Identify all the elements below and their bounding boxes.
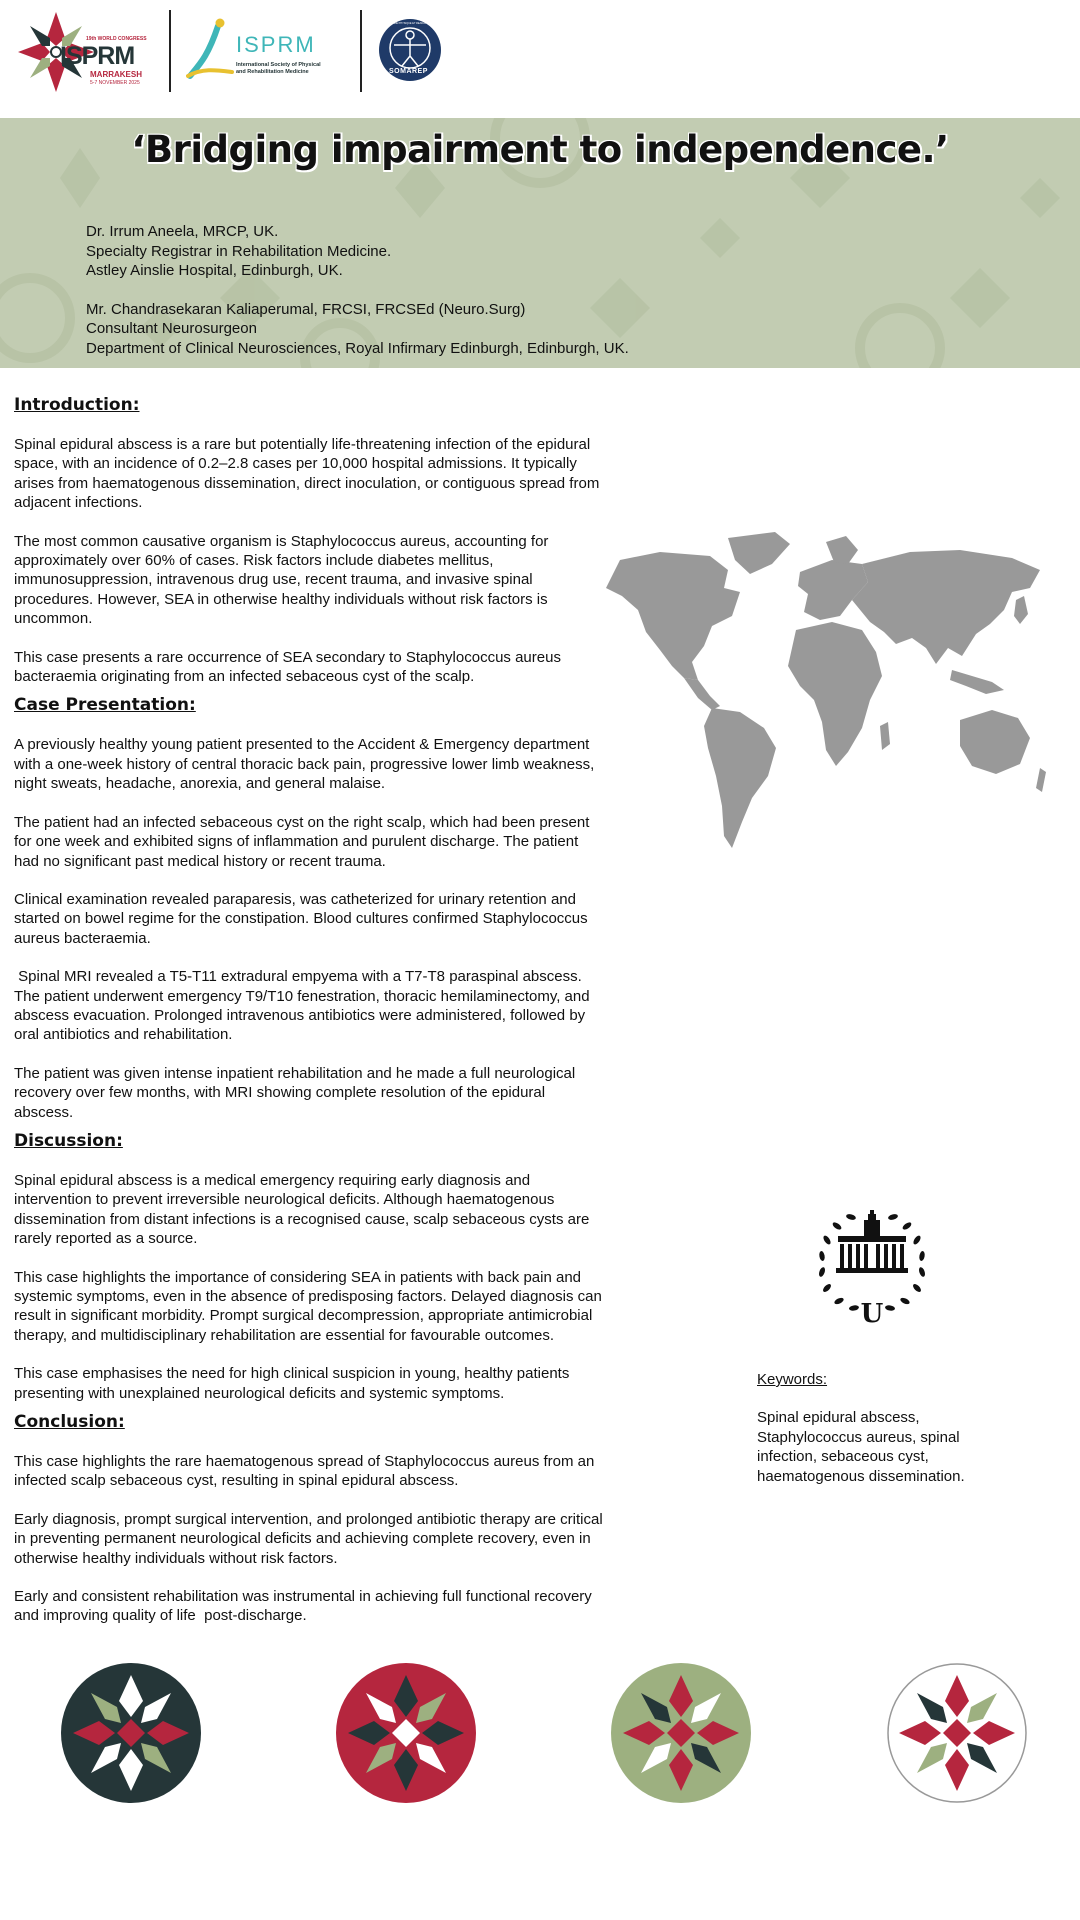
isprm-brand: ISPRM xyxy=(236,32,316,57)
section-heading-introduction: Introduction: xyxy=(14,395,140,415)
logo-divider xyxy=(169,10,171,92)
paragraph: Spinal MRI revealed a T5-T11 extradural empyema with a T7-T8 paraspinal abscess. The patient underwent emergency T9/T10 fenestration, thoracic hemilaminectomy, and abscess evacuation. Prolonged intravenous antibiotics were administered, followed by oral antibiotics and rehabilitation. xyxy=(14,968,594,1044)
congress-brand: ISPRM xyxy=(60,42,135,70)
paragraph: Early and consistent rehabilitation was instrumental in achieving full functional recovery and improving quality of life post-discharge. xyxy=(14,1588,596,1625)
paragraph: Clinical examination revealed paraparesis, was catheterized for urinary retention and started on bowel regime for the constipation. Blood cultures confirmed Staphylococcus aureus bacteraemia. xyxy=(14,890,588,947)
section-heading-case-presentation: Case Presentation: xyxy=(14,695,196,716)
medallion-icon xyxy=(60,1662,202,1804)
section-heading-conclusion: Conclusion: xyxy=(14,1412,125,1433)
paragraph: This case presents a rare occurrence of SEA secondary to Staphylococcus aureus bacteraemia originating from an infected sebaceous cyst of the scalp. xyxy=(14,648,561,686)
isprm-line2: and Rehabilitation Medicine xyxy=(236,69,309,75)
keywords-heading: Keywords: xyxy=(757,1371,828,1388)
paragraph: The patient was given intense inpatient rehabilitation and he made a full neurological recovery over few months, with MRI showing complete resolution of the epidural abscess. xyxy=(14,1064,576,1121)
author-1-affiliation: Astley Ainslie Hospital, Edinburgh, UK. xyxy=(86,262,343,279)
congress-dates: 5-7 NOVEMBER 2025 xyxy=(90,80,140,86)
keywords-block xyxy=(757,1370,1007,1486)
paragraph: This case highlights the importance of considering SEA in patients with back pain and systemic symptoms, even in the absence of predisposing factors. Delayed diagnosis can result in significant morbidity. Prompt surgical decompression, appropriate antimicrobial therapy, and multidisciplinary rehabilitation are essential for favourable outcomes. xyxy=(14,1268,602,1344)
author-2-role: Consultant Neurosurgeon xyxy=(86,320,257,337)
somarep-brand: SOMAREP xyxy=(389,68,428,75)
isprm-swoosh-icon xyxy=(186,18,236,80)
congress-edition: 19th WORLD CONGRESS xyxy=(86,36,147,42)
keywords-text: Spinal epidural abscess, Staphylococcus aureus, spinal infection, sebaceous cyst, haematogenous dissemination. xyxy=(757,1409,965,1485)
world-map-icon xyxy=(600,530,1050,905)
author-1-name: Dr. Irrum Aneela, MRCP, UK. xyxy=(86,223,279,240)
section-heading-discussion: Discussion: xyxy=(14,1130,123,1151)
medallion-icon xyxy=(886,1662,1028,1804)
paragraph: Spinal epidural abscess is a medical emergency requiring early diagnosis and intervention to prevent irreversible neurological deficits. Although haematogenous dissemination from distant infections is a recognised cause, scalp sebaceous cysts are rarely reported as a source. xyxy=(14,1171,590,1248)
isprm-logo xyxy=(186,18,356,84)
paragraph: This case highlights the rare haematogenous spread of Staphylococcus aureus from an infected scalp sebaceous cyst, resulting in spinal epidural abscess. xyxy=(14,1453,595,1490)
poster-title: ‘Bridging impairment to independence.’ xyxy=(131,128,949,171)
paragraph: The most common causative organism is Staphylococcus aureus, accounting for approximately over 60% of cases. Risk factors include diabetes mellitus, immunosuppression, intravenous drug use, recent trauma, and invasive spinal procedures. However, SEA in otherwise healthy individuals without risk factors is uncommon. xyxy=(14,532,549,628)
isprm-line1: International Society of Physical xyxy=(236,62,321,68)
congress-city: MARRAKESH xyxy=(90,70,142,79)
author-2-affiliation: Department of Clinical Neurosciences, Royal Infirmary Edinburgh, Edinburgh, UK. xyxy=(86,339,629,357)
medallion-icon xyxy=(335,1662,477,1804)
paragraph: The patient had an infected sebaceous cyst on the right scalp, which had been present for one week and exhibited signs of inflammation and purulent discharge. The patient had no significant past medical history or recent trauma. xyxy=(14,813,590,870)
somarep-logo xyxy=(378,18,442,82)
medallion-icon xyxy=(610,1662,752,1804)
congress-logo xyxy=(18,8,158,96)
author-2-name: Mr. Chandrasekaran Kaliaperumal, FRCSI, FRCSEd (Neuro.Surg) xyxy=(86,300,526,318)
university-letter: U xyxy=(860,1299,884,1328)
logo-divider xyxy=(360,10,362,92)
paragraph: A previously healthy young patient presented to the Accident & Emergency department with a one-week history of central thoracic back pain, progressive lower limb weakness, night sweats, headache, anorexia, and general malaise. xyxy=(14,736,595,793)
header-logos xyxy=(0,0,1080,118)
somarep-ring-text: MEDECINE PHYSIQUE ET READAPTATION xyxy=(384,22,436,25)
authors-block xyxy=(86,222,629,358)
university-icon xyxy=(808,1208,936,1328)
paragraph: Spinal epidural abscess is a rare but potentially life-threatening infection of the epidural space, with an incidence of 0.2–2.8 cases per 10,000 hospital admissions. It typically arises from haematogenous dissemination, direct inoculation, or contiguous spread from adjacent infections. xyxy=(14,436,600,512)
poster-body xyxy=(14,394,604,1645)
paragraph: Early diagnosis, prompt surgical intervention, and prolonged antibiotic therapy are critical in preventing permanent neurological deficits and achieving complete recovery, even in otherwise healthy individuals without risk factors. xyxy=(14,1510,603,1567)
paragraph: This case emphasises the need for high clinical suspicion in young, healthy patients presenting with unexplained neurological deficits and systemic symptoms. xyxy=(14,1365,570,1402)
author-1-role: Specialty Registrar in Rehabilitation Medicine. xyxy=(86,242,392,260)
